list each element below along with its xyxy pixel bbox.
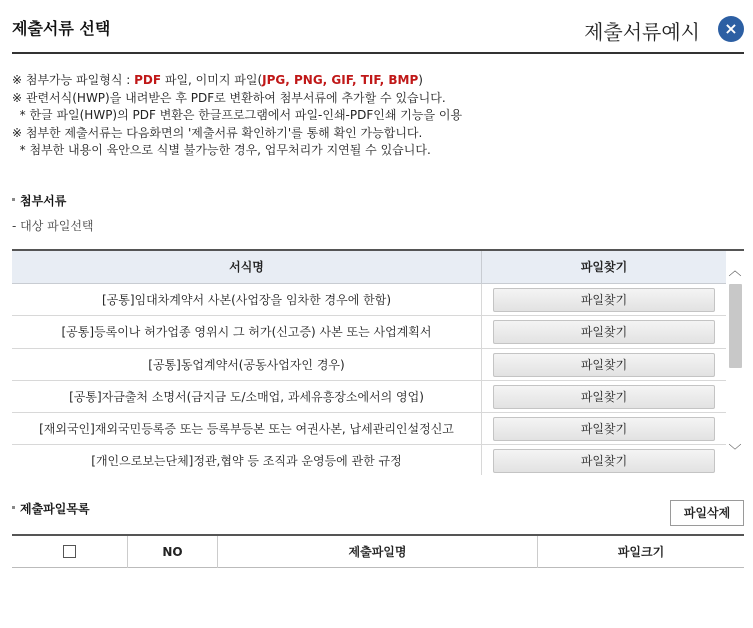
find-file-button[interactable]: 파일찾기 [493,449,715,473]
notice-confirm: ※ 첨부한 제출서류는 다음화면의 '제출서류 확인하기'를 통해 확인 가능합니다. [12,125,423,140]
notice-hwp-convert: ※ 관련서식(HWP)을 내려받은 후 PDF로 변환하여 첨부서류에 추가할 수 있습니다. [12,90,446,105]
submission-example-link[interactable]: 제출서류예시 [584,20,700,44]
column-header-form-name: 서식명 [12,251,482,284]
form-name: [공통]동업계약서(공동사업자인 경우) [12,349,482,381]
attach-document-table [12,249,744,475]
column-header-select [12,536,128,568]
column-header-find-file: 파일찾기 [580,260,628,274]
find-file-button[interactable]: 파일찾기 [493,385,715,409]
find-file-button[interactable]: 파일찾기 [493,320,715,344]
dialog-header [12,0,744,54]
attach-section-title: 첨부서류 [12,192,66,209]
form-name: [공통]등록이나 허가업종 영위시 그 허가(신고증) 사본 또는 사업계획서 [12,316,482,348]
find-file-button[interactable]: 파일찾기 [493,353,715,377]
column-header-no: NO [128,536,218,568]
notice-block [12,72,742,160]
table-row [12,316,726,348]
attach-section-subtitle: - 대상 파일선택 [12,219,94,233]
scroll-up-icon[interactable]: ︿ [728,264,742,279]
table-row [12,381,726,413]
table-header [12,251,726,284]
submit-section-title: 제출파일목록 [12,500,90,517]
bullet-icon [12,198,15,201]
table-row [12,445,726,475]
form-name: [재외국인]재외국민등록증 또는 등록부등본 또는 여권사본, 납세관리인설정신고 [12,413,482,445]
column-header-file-name: 제출파일명 [218,536,538,568]
submit-file-table-header [12,534,744,568]
notice-pdf-print: * 한글 파일(HWP)의 PDF 변환은 한글프로그램에서 파일-인쇄-PDF인쇄 기능을 이용 [12,108,463,122]
delete-file-button[interactable]: 파일삭제 [670,500,744,526]
column-header-file-size: 파일크기 [617,545,665,559]
table-row [12,284,726,316]
notice-file-formats: ※ 첨부가능 파일형식 : PDF 파일, 이미지 파일(JPG, PNG, GIF, TIF, BMP) [12,73,423,87]
table-row [12,349,726,381]
close-icon[interactable]: × [718,16,744,42]
notice-delay: * 첨부한 내용이 육안으로 식별 불가능한 경우, 업무처리가 지연될 수 있습니다. [12,143,431,157]
table-row [12,413,726,445]
find-file-button[interactable]: 파일찾기 [493,417,715,441]
find-file-button[interactable]: 파일찾기 [493,288,715,312]
form-name: [공통]자금출처 소명서(금지금 도/소매업, 과세유흥장소에서의 영업) [12,381,482,413]
scroll-thumb[interactable] [729,284,742,368]
scroll-down-icon[interactable]: ﹀ [728,444,742,459]
form-name: [개인으로보는단체]정관,협약 등 조직과 운영등에 관한 규정 [12,445,482,475]
table-scrollbar[interactable] [726,264,744,464]
dialog-title: 제출서류 선택 [12,19,111,38]
bullet-icon [12,506,15,509]
form-name: [공통]임대차계약서 사본(사업장을 임차한 경우에 한함) [12,284,482,316]
table-body [12,284,726,475]
select-all-checkbox[interactable] [63,545,76,558]
